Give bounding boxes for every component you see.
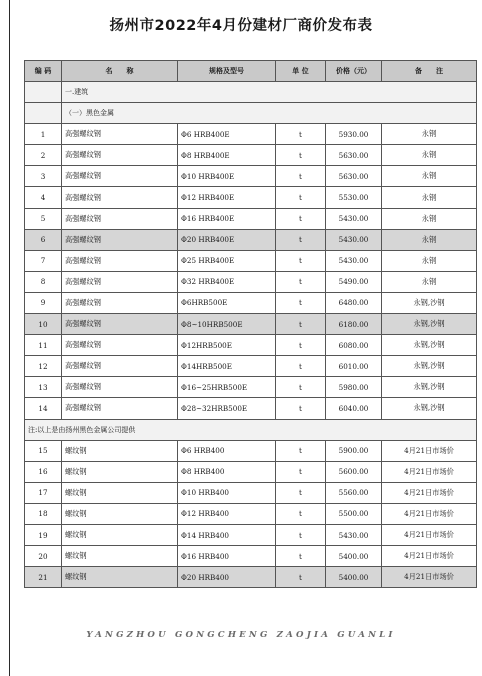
row-name: 高强螺纹钢 — [62, 377, 178, 398]
row-spec: Φ32 HRB400E — [178, 271, 276, 292]
table-row — [25, 440, 477, 461]
row-unit: t — [276, 335, 326, 356]
row-price: 5400.00 — [326, 567, 382, 588]
row-note: 永钢,沙钢 — [382, 356, 477, 377]
row-price: 5630.00 — [326, 145, 382, 166]
row-note: 永钢,沙钢 — [382, 335, 477, 356]
row-price: 5430.00 — [326, 208, 382, 229]
row-unit: t — [276, 356, 326, 377]
row-price: 5430.00 — [326, 229, 382, 250]
row-spec: Φ25 HRB400E — [178, 250, 276, 271]
row-price: 5430.00 — [326, 524, 382, 545]
row-note: 永钢,沙钢 — [382, 398, 477, 419]
row-code: 18 — [25, 503, 62, 524]
row-note: 4月21日市场价 — [382, 567, 477, 588]
row-note: 永钢 — [382, 166, 477, 187]
row-name: 高强螺纹钢 — [62, 335, 178, 356]
section-row-main — [25, 82, 477, 103]
row-unit: t — [276, 440, 326, 461]
row-name: 螺纹钢 — [62, 546, 178, 567]
row-code: 6 — [25, 229, 62, 250]
row-spec: Φ12HRB500E — [178, 335, 276, 356]
row-name: 高强螺纹钢 — [62, 292, 178, 313]
row-code: 4 — [25, 187, 62, 208]
row-name: 螺纹钢 — [62, 503, 178, 524]
row-price: 5400.00 — [326, 546, 382, 567]
row-price: 5500.00 — [326, 503, 382, 524]
row-name: 高强螺纹钢 — [62, 250, 178, 271]
row-note: 4月21日市场价 — [382, 482, 477, 503]
table-row — [25, 398, 477, 419]
row-unit: t — [276, 187, 326, 208]
row-note: 永钢 — [382, 250, 477, 271]
row-name: 高强螺纹钢 — [62, 271, 178, 292]
row-code: 12 — [25, 356, 62, 377]
source-note-row — [25, 419, 477, 440]
row-code: 9 — [25, 292, 62, 313]
row-note: 永钢 — [382, 145, 477, 166]
row-spec: Φ16 HRB400E — [178, 208, 276, 229]
table-row — [25, 524, 477, 545]
row-unit: t — [276, 461, 326, 482]
table-row — [25, 229, 477, 250]
row-name: 螺纹钢 — [62, 461, 178, 482]
row-spec: Φ12 HRB400E — [178, 187, 276, 208]
row-price: 5490.00 — [326, 271, 382, 292]
row-code: 13 — [25, 377, 62, 398]
table-row — [25, 503, 477, 524]
row-price: 6010.00 — [326, 356, 382, 377]
row-spec: Φ6HRB500E — [178, 292, 276, 313]
header-note: 备 注 — [382, 61, 477, 82]
row-price: 5530.00 — [326, 187, 382, 208]
row-spec: Φ10 HRB400 — [178, 482, 276, 503]
header-name: 名 称 — [62, 61, 178, 82]
row-unit: t — [276, 250, 326, 271]
row-spec: Φ14 HRB400 — [178, 524, 276, 545]
row-spec: Φ8~10HRB500E — [178, 314, 276, 335]
table-row — [25, 292, 477, 313]
row-name: 高强螺纹钢 — [62, 398, 178, 419]
row-price: 5900.00 — [326, 440, 382, 461]
table-row — [25, 314, 477, 335]
row-unit: t — [276, 503, 326, 524]
row-code: 21 — [25, 567, 62, 588]
row-spec: Φ6 HRB400E — [178, 124, 276, 145]
header-unit: 单 位 — [276, 61, 326, 82]
table-row — [25, 250, 477, 271]
price-table — [24, 60, 477, 588]
table-row — [25, 145, 477, 166]
row-spec: Φ10 HRB400E — [178, 166, 276, 187]
row-code: 20 — [25, 546, 62, 567]
page-title: 扬州市2022年4月份建材厂商价发布表 — [109, 18, 373, 34]
row-note: 4月21日市场价 — [382, 503, 477, 524]
table-row — [25, 567, 477, 588]
row-code: 7 — [25, 250, 62, 271]
row-code: 8 — [25, 271, 62, 292]
row-spec: Φ8 HRB400E — [178, 145, 276, 166]
row-spec: Φ16~25HRB500E — [178, 377, 276, 398]
row-note: 永钢 — [382, 124, 477, 145]
row-price: 5600.00 — [326, 461, 382, 482]
row-note: 永钢 — [382, 187, 477, 208]
section-title-main: 一.建筑 — [62, 82, 477, 103]
row-price: 5630.00 — [326, 166, 382, 187]
footer-text: YANGZHOU GONGCHENG ZAOJIA GUANLI — [86, 630, 396, 640]
row-price: 5980.00 — [326, 377, 382, 398]
header-spec: 规格及型号 — [178, 61, 276, 82]
row-name: 螺纹钢 — [62, 567, 178, 588]
row-spec: Φ6 HRB400 — [178, 440, 276, 461]
row-name: 高强螺纹钢 — [62, 229, 178, 250]
row-name: 高强螺纹钢 — [62, 208, 178, 229]
page-left-border — [9, 0, 10, 676]
row-note: 4月21日市场价 — [382, 524, 477, 545]
row-unit: t — [276, 208, 326, 229]
row-unit: t — [276, 229, 326, 250]
table-row — [25, 124, 477, 145]
row-unit: t — [276, 398, 326, 419]
row-unit: t — [276, 567, 326, 588]
row-note: 4月21日市场价 — [382, 440, 477, 461]
source-note: 注:以上是由扬州黑色金属公司提供 — [25, 419, 477, 440]
row-code: 17 — [25, 482, 62, 503]
row-unit: t — [276, 482, 326, 503]
row-name: 螺纹钢 — [62, 440, 178, 461]
row-name: 高强螺纹钢 — [62, 166, 178, 187]
row-price: 5560.00 — [326, 482, 382, 503]
row-note: 4月21日市场价 — [382, 546, 477, 567]
row-spec: Φ20 HRB400E — [178, 229, 276, 250]
table-row — [25, 482, 477, 503]
table-row — [25, 546, 477, 567]
row-unit: t — [276, 166, 326, 187]
row-code: 14 — [25, 398, 62, 419]
table-row — [25, 377, 477, 398]
row-name: 高强螺纹钢 — [62, 314, 178, 335]
row-name: 高强螺纹钢 — [62, 124, 178, 145]
row-price: 6480.00 — [326, 292, 382, 313]
table-row — [25, 208, 477, 229]
row-unit: t — [276, 271, 326, 292]
table-row — [25, 356, 477, 377]
row-code: 11 — [25, 335, 62, 356]
row-unit: t — [276, 546, 326, 567]
row-note: 永钢 — [382, 229, 477, 250]
table-row — [25, 166, 477, 187]
row-note: 永钢 — [382, 208, 477, 229]
table-row — [25, 461, 477, 482]
row-spec: Φ8 HRB400 — [178, 461, 276, 482]
row-name: 高强螺纹钢 — [62, 145, 178, 166]
row-code: 2 — [25, 145, 62, 166]
row-unit: t — [276, 524, 326, 545]
row-spec: Φ12 HRB400 — [178, 503, 276, 524]
row-note: 4月21日市场价 — [382, 461, 477, 482]
row-name: 螺纹钢 — [62, 482, 178, 503]
row-price: 5930.00 — [326, 124, 382, 145]
row-code: 15 — [25, 440, 62, 461]
row-note: 永钢 — [382, 271, 477, 292]
row-name: 高强螺纹钢 — [62, 187, 178, 208]
row-code: 19 — [25, 524, 62, 545]
row-spec: Φ14HRB500E — [178, 356, 276, 377]
row-note: 永钢,沙钢 — [382, 377, 477, 398]
row-code: 16 — [25, 461, 62, 482]
section-row-sub — [25, 103, 477, 124]
row-spec: Φ28~32HRB500E — [178, 398, 276, 419]
row-price: 6080.00 — [326, 335, 382, 356]
table-row — [25, 271, 477, 292]
row-unit: t — [276, 145, 326, 166]
row-code: 5 — [25, 208, 62, 229]
row-unit: t — [276, 124, 326, 145]
row-unit: t — [276, 292, 326, 313]
row-name: 高强螺纹钢 — [62, 356, 178, 377]
row-name: 螺纹钢 — [62, 524, 178, 545]
table-row — [25, 335, 477, 356]
row-price: 6040.00 — [326, 398, 382, 419]
row-note: 永钢,沙钢 — [382, 314, 477, 335]
row-code: 10 — [25, 314, 62, 335]
row-spec: Φ16 HRB400 — [178, 546, 276, 567]
row-spec: Φ20 HRB400 — [178, 567, 276, 588]
row-code: 3 — [25, 166, 62, 187]
row-note: 永钢,沙钢 — [382, 292, 477, 313]
row-price: 5430.00 — [326, 250, 382, 271]
table-row — [25, 187, 477, 208]
table-header-row — [25, 61, 477, 82]
row-unit: t — [276, 314, 326, 335]
header-price: 价格（元） — [326, 61, 382, 82]
section-title-sub: （一）黑色金属 — [62, 103, 477, 124]
header-code: 编 码 — [25, 61, 62, 82]
row-code: 1 — [25, 124, 62, 145]
row-price: 6180.00 — [326, 314, 382, 335]
row-unit: t — [276, 377, 326, 398]
